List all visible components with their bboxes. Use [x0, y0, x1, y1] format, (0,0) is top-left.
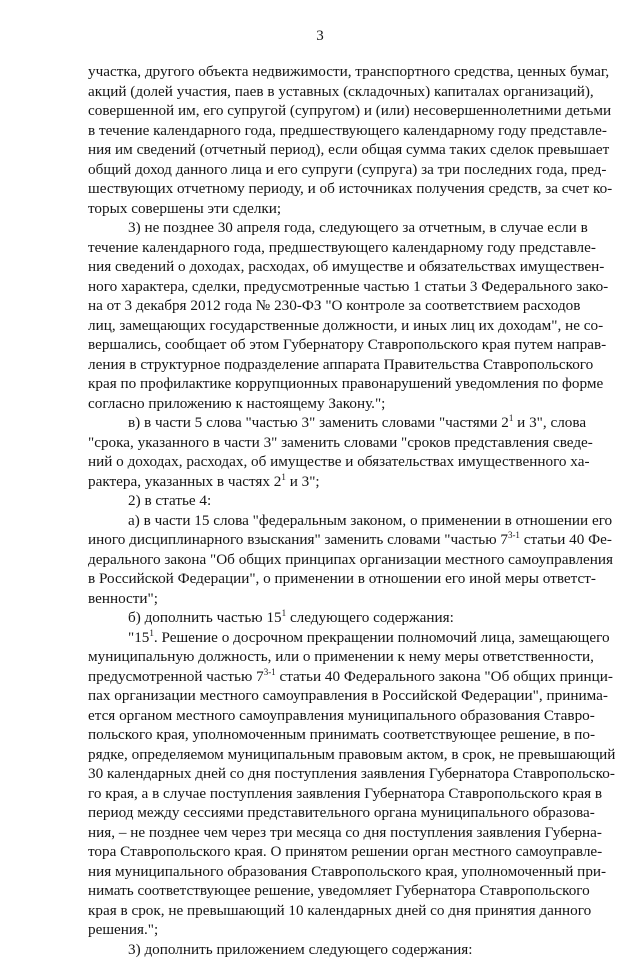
- text-line: ного характера, сделки, предусмотренные частью 1 статьи 3 Федерального зако-: [88, 277, 546, 297]
- text-line: лиц, замещающих государственные должности, и иных лиц их доходам", не со-: [88, 316, 546, 336]
- text-line: течение календарного года, предшествующего календарному году представле-: [88, 238, 546, 258]
- text-line: иного дисциплинарного взыскания" заменить словами "частью 7$^{3-1}$ статьи 40 Фе-: [88, 530, 546, 550]
- text-line: участка, другого объекта недвижимости, транспортного средства, ценных бумаг,: [88, 62, 546, 82]
- text-line: акций (долей участия, паев в уставных (складочных) капиталах организаций),: [88, 82, 546, 102]
- text-line: в) в части 5 слова "частью 3" заменить словами "частями $2^1$ и 3", слова: [88, 413, 546, 433]
- text-line: дерального закона "Об общих принципах организации местного самоуправления: [88, 550, 546, 570]
- paragraph: [88, 491, 546, 511]
- text-line: рядке, определяемом муниципальным правовым актом, в срок, не превышающий: [88, 745, 546, 765]
- text-line: ния им сведений (отчетный период), если общая сумма таких сделок превышает: [88, 140, 546, 160]
- document-body: [88, 62, 546, 959]
- text-line: пах организации местного самоуправления в Российской Федерации", принима-: [88, 686, 546, 706]
- text-line: согласно приложению к настоящему Закону.";: [88, 394, 546, 414]
- text-line: ления в структурное подразделение аппарата Правительства Ставропольского: [88, 355, 546, 375]
- text-line: шествующих отчетному периоду, и об источниках получения средств, за счет ко-: [88, 179, 546, 199]
- superscript: 1: [149, 627, 154, 637]
- text-line: тора Ставропольского края. О принятом решении орган местного самоуправле-: [88, 842, 546, 862]
- text-line: а) в части 15 слова "федеральным законом, о применении в отношении его: [88, 511, 546, 531]
- text-line: общий доход данного лица и его супруги (супруга) за три последних года, пред-: [88, 160, 546, 180]
- text-line: ния, – не позднее чем через три месяца со дня поступления заявления Губерна-: [88, 823, 546, 843]
- text-line: венности";: [88, 589, 546, 609]
- superscript: 1: [509, 413, 514, 423]
- text-line: предусмотренной частью 7$^{3-1}$ статьи 40 Федерального закона "Об общих принци-: [88, 667, 546, 687]
- text-line: на от 3 декабря 2012 года № 230-ФЗ "О контроле за соответствием расходов: [88, 296, 546, 316]
- superscript: 3-1: [508, 530, 520, 540]
- paragraph: [88, 608, 546, 628]
- paragraph: [88, 413, 546, 491]
- text-line: ния сведений о доходах, расходах, об имуществе и обязательствах имуществен-: [88, 257, 546, 277]
- text-line: нимать соответствующее решение, уведомляет Губернатора Ставропольского: [88, 881, 546, 901]
- paragraph: [88, 62, 546, 218]
- text-line: торых совершены эти сделки;: [88, 199, 546, 219]
- text-line: "срока, указанного в части 3" заменить словами "сроков представления сведе-: [88, 433, 546, 453]
- text-line: период между сессиями представительного органа муниципального образова-: [88, 803, 546, 823]
- text-line: польского края, уполномоченным принимать соответствующее решение, в по-: [88, 725, 546, 745]
- text-line: б) дополнить частью $15^1$ следующего содержания:: [88, 608, 546, 628]
- paragraph: [88, 218, 546, 413]
- text-line: 30 календарных дней со дня поступления заявления Губернатора Ставропольско-: [88, 764, 546, 784]
- text-line: 3) не позднее 30 апреля года, следующего за отчетным, в случае если в: [88, 218, 546, 238]
- page-number: 3: [0, 28, 640, 45]
- text-line: ния муниципального образования Ставропольского края, уполномоченный при-: [88, 862, 546, 882]
- text-line: в течение календарного года, предшествующего календарному году представле-: [88, 121, 546, 141]
- text-line: 2) в статье 4:: [88, 491, 546, 511]
- text-line: края в срок, не превышающий 10 календарных дней со дня принятия данного: [88, 901, 546, 921]
- text-line: 3) дополнить приложением следующего содержания:: [88, 940, 546, 959]
- text-line: "$15^1$. Решение о досрочном прекращении полномочий лица, замещающего: [88, 628, 546, 648]
- text-line: ется органом местного самоуправления муниципального образования Ставро-: [88, 706, 546, 726]
- text-line: муниципальную должность, или о применении к нему меры ответственности,: [88, 647, 546, 667]
- text-line: вершались, сообщает об этом Губернатору Ставропольского края путем направ-: [88, 335, 546, 355]
- text-line: ний о доходах, расходах, об имуществе и обязательствах имущественного ха-: [88, 452, 546, 472]
- superscript: 3-1: [264, 666, 276, 676]
- paragraph: [88, 628, 546, 940]
- paragraph: [88, 511, 546, 609]
- text-line: края по профилактике коррупционных правонарушений уведомления по форме: [88, 374, 546, 394]
- text-line: в Российской Федерации", о применении в отношении его иной меры ответст-: [88, 569, 546, 589]
- text-line: решения.";: [88, 920, 546, 940]
- text-line: го края, а в случае поступления заявления Губернатора Ставропольского края в: [88, 784, 546, 804]
- superscript: 1: [281, 471, 286, 481]
- text-line: совершенной им, его супругой (супругом) и (или) несовершеннолетними детьми: [88, 101, 546, 121]
- superscript: 1: [282, 608, 287, 618]
- paragraph: [88, 940, 546, 959]
- text-line: рактера, указанных в частях $2^1$ и 3";: [88, 472, 546, 492]
